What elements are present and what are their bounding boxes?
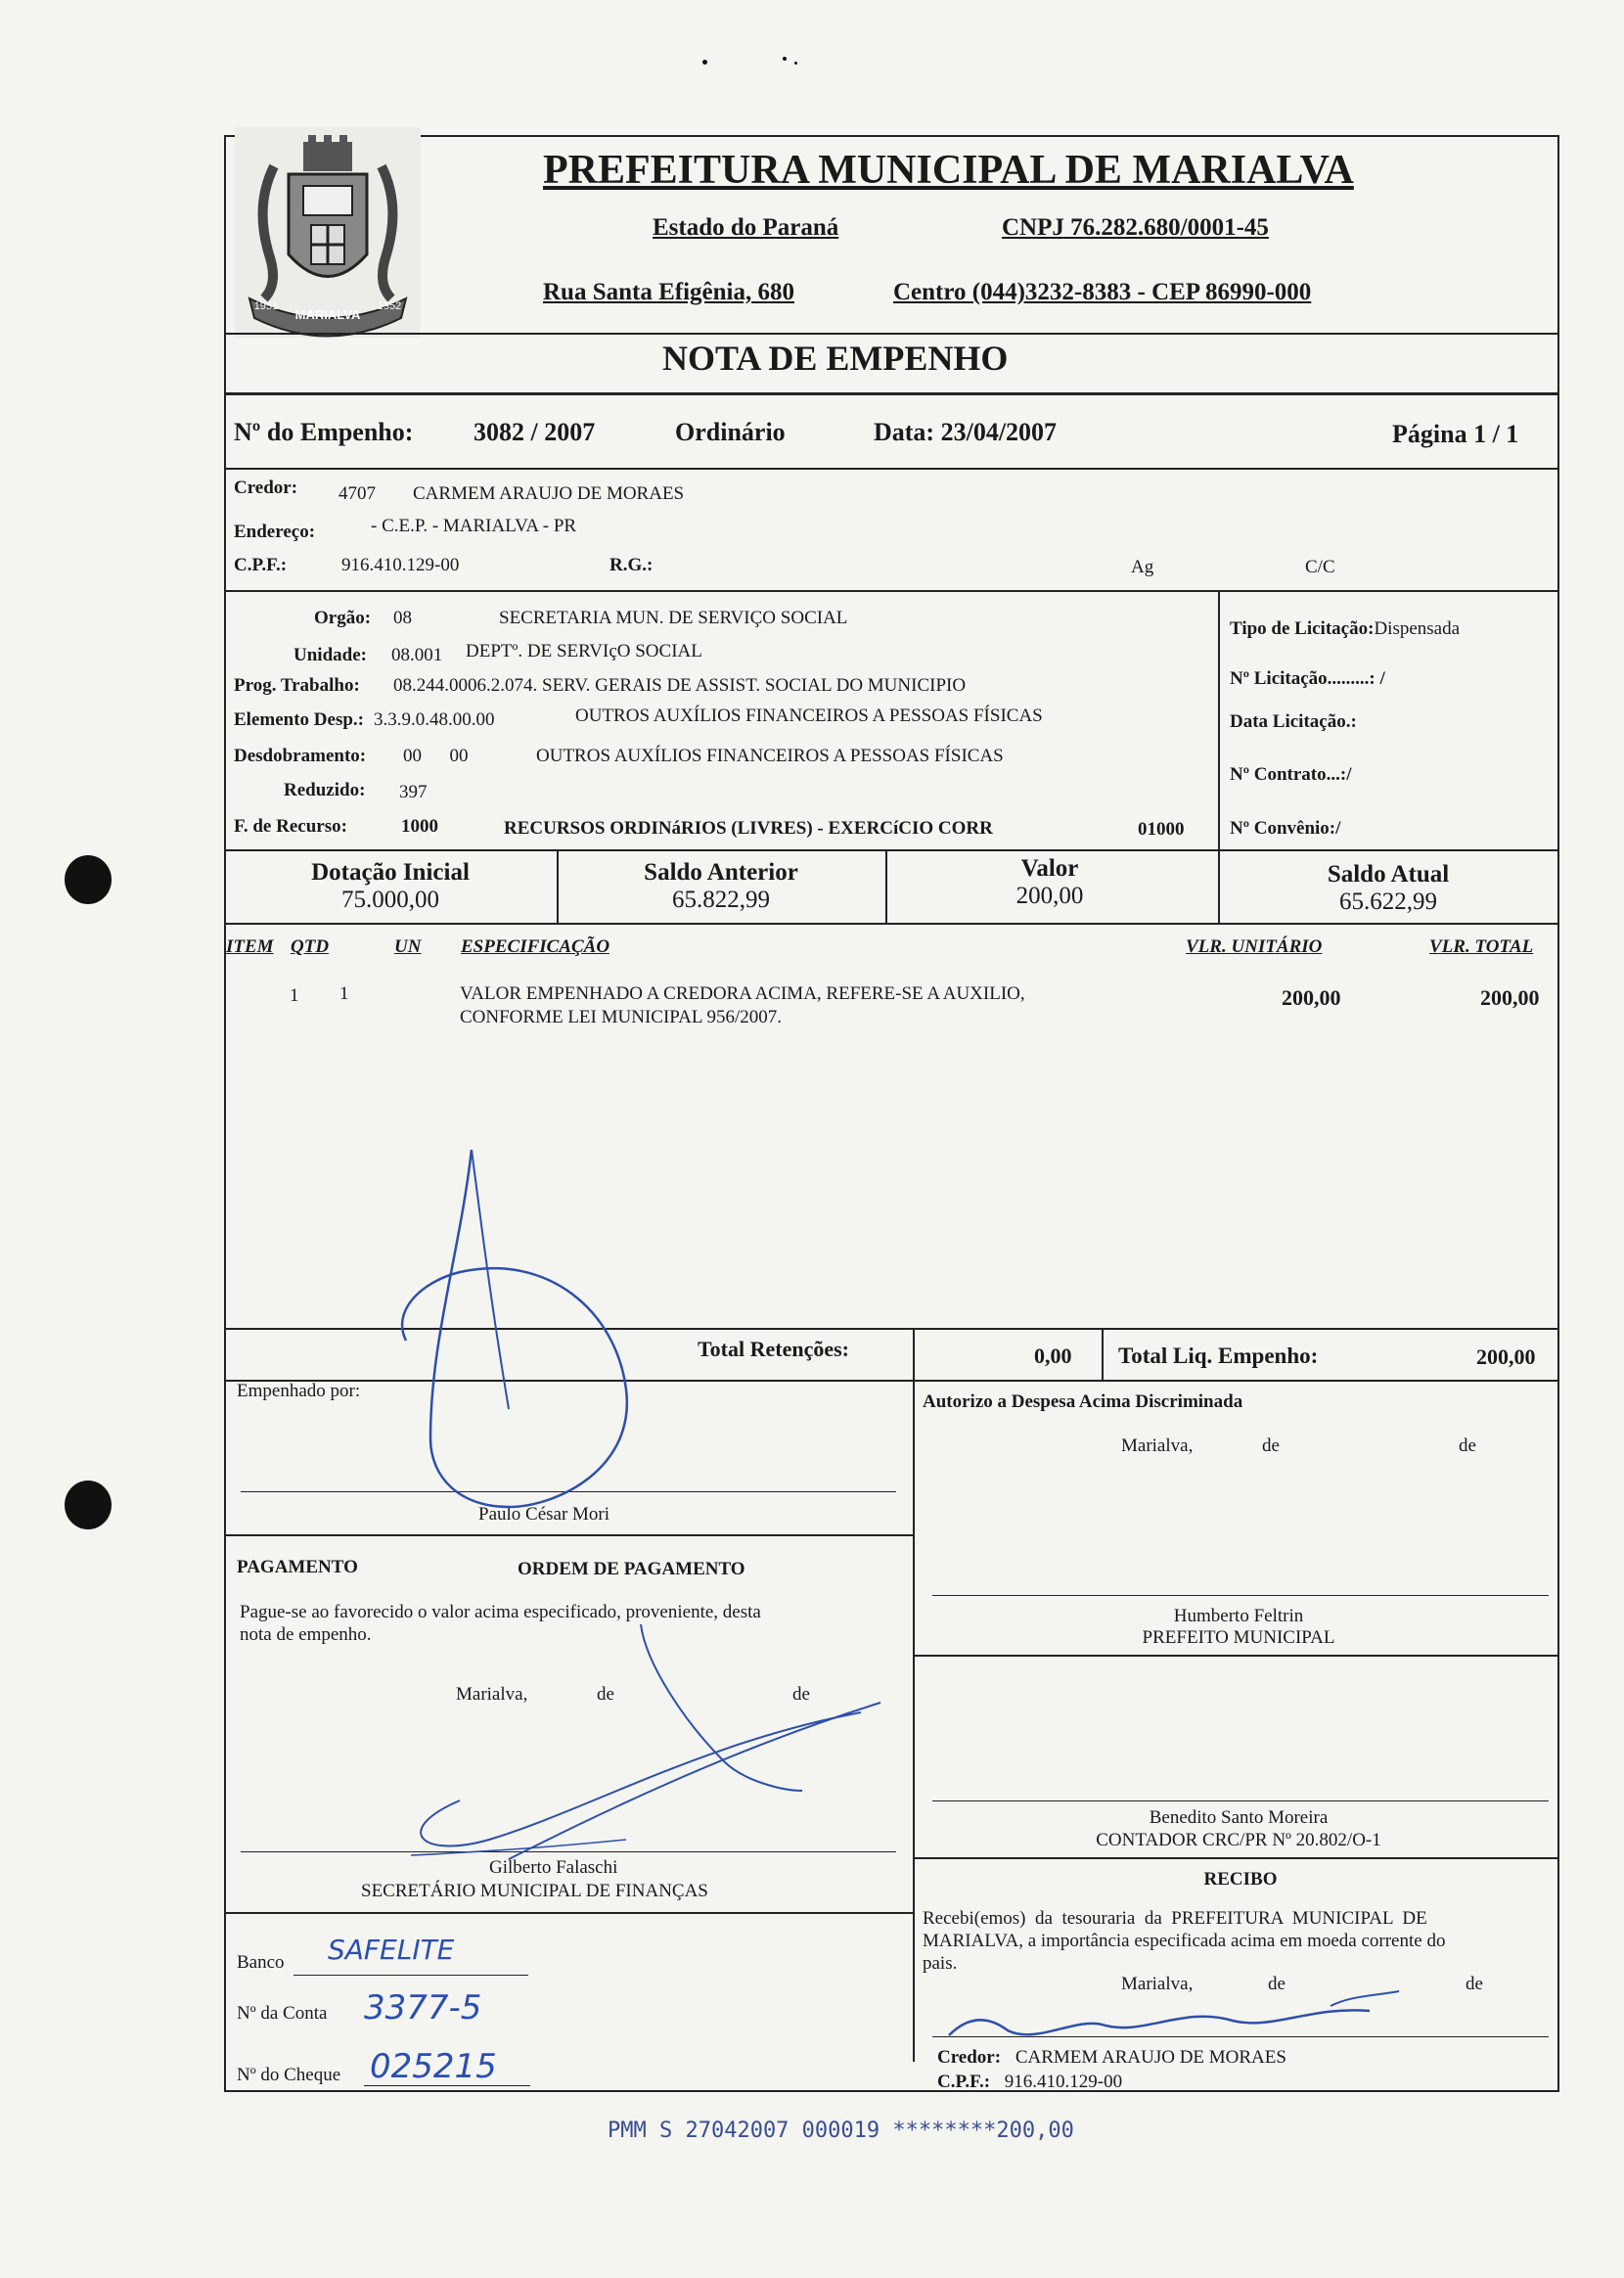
autorizo-label: Autorizo a Despesa Acima Discriminada — [923, 1391, 1243, 1412]
saldo-atual-label: Saldo Atual — [1327, 861, 1450, 888]
recibo-cpf-value: 916.410.129-00 — [1004, 2072, 1123, 2092]
n-contrato: Nº Contrato...:/ — [1230, 764, 1352, 785]
pagamento-text2: nota de empenho. — [240, 1624, 372, 1645]
recibo-text1: Recebi(emos) da tesouraria da PREFEITURA MUNICIPAL DE — [923, 1908, 1427, 1929]
pagamento-label: PAGAMENTO — [237, 1557, 358, 1577]
total-retencoes-label: Total Retenções: — [698, 1337, 849, 1361]
valor-label: Valor — [1020, 855, 1079, 882]
elemento-code: 3.3.9.0.48.00.00 — [374, 709, 495, 730]
elemento-label: Elemento Desp.: — [234, 709, 364, 730]
row-unit: 200,00 — [1282, 985, 1341, 1010]
row-item: 1 — [290, 985, 299, 1006]
desdobramento-name: OUTROS AUXÍLIOS FINANCEIROS A PESSOAS FÍSICAS — [536, 746, 1004, 766]
autorizo-city: Marialva, — [1121, 1435, 1194, 1456]
seal-text: MARIALVA — [294, 307, 361, 322]
row-spec-line1: VALOR EMPENHADO A CREDORA ACIMA, REFERE-SE A AUXILIO, — [460, 983, 1025, 1004]
recurso-label: F. de Recurso: — [234, 816, 347, 837]
ordem-pagamento: ORDEM DE PAGAMENTO — [518, 1559, 745, 1579]
contador-title: CONTADOR CRC/PR Nº 20.802/O-1 — [1096, 1830, 1381, 1850]
pagamento-de1: de — [597, 1684, 614, 1705]
dotacao-value: 75.000,00 — [341, 887, 439, 913]
empenhado-name: Paulo César Mori — [478, 1504, 610, 1525]
autorizo-de2: de — [1459, 1435, 1476, 1456]
saldo-atual-value: 65.622,99 — [1339, 888, 1437, 915]
reduzido-value: 397 — [399, 782, 428, 802]
cc-label: C/C — [1305, 557, 1335, 577]
cheque-handwritten: 025215 — [370, 2047, 497, 2086]
orgao-name: SECRETARIA MUN. DE SERVIÇO SOCIAL — [499, 608, 848, 628]
endereco-label: Endereço: — [234, 522, 316, 542]
reduzido-label: Reduzido: — [284, 780, 366, 800]
recurso-num: 01000 — [1138, 819, 1185, 840]
recibo-de1: de — [1268, 1974, 1286, 1994]
header-cnpj: CNPJ 76.282.680/0001-45 — [1002, 214, 1269, 241]
banco-label: Banco — [237, 1952, 285, 1973]
dotacao-label: Dotação Inicial — [311, 859, 470, 886]
col-un: UN — [394, 936, 422, 957]
tipo-licitacao-label: Tipo de Licitação: — [1230, 618, 1375, 639]
desdobramento-code: 00 00 — [403, 746, 469, 766]
col-spec: ESPECIFICAÇÃO — [461, 936, 610, 957]
col-qtd: QTD — [291, 936, 330, 957]
pagamento-city: Marialva, — [456, 1684, 528, 1705]
credor-label: Credor: — [234, 478, 298, 498]
rg-label: R.G.: — [609, 555, 654, 575]
col-unit: VLR. UNITÁRIO — [1186, 936, 1323, 957]
desdobramento-label: Desdobramento: — [234, 746, 367, 766]
conta-label: Nº da Conta — [237, 2003, 328, 2024]
prog-label: Prog. Trabalho: — [234, 675, 360, 696]
credor-code: 4707 — [338, 483, 376, 504]
recibo-cpf-label: C.P.F.: — [937, 2072, 991, 2092]
saldo-anterior-label: Saldo Anterior — [644, 859, 798, 886]
data-licitacao: Data Licitação.: — [1230, 711, 1357, 732]
header-state: Estado do Paraná — [653, 214, 839, 241]
empenho-number: 3082 / 2007 — [474, 418, 596, 446]
orgao-code: 08 — [393, 608, 412, 628]
recibo-city: Marialva, — [1121, 1974, 1194, 1994]
recibo-credor-label: Credor: — [937, 2047, 1002, 2068]
secretario-title: SECRETÁRIO MUNICIPAL DE FINANÇAS — [361, 1881, 708, 1901]
recibo-label: RECIBO — [1203, 1869, 1278, 1890]
seal-year-left: 1951 — [253, 300, 279, 312]
contador-name: Benedito Santo Moreira — [1149, 1807, 1329, 1828]
elemento-name: OUTROS AUXÍLIOS FINANCEIROS A PESSOAS FÍSICAS — [575, 706, 1043, 726]
header-district-phone: Centro (044)3232-8383 - CEP 86990-000 — [893, 279, 1312, 305]
prefeito-name: Humberto Feltrin — [1173, 1606, 1304, 1626]
payment-stamp: PMM S 27042007 000019 ********200,00 — [608, 2119, 1074, 2143]
recibo-de2: de — [1466, 1974, 1483, 1994]
banco-handwritten: SAFELITE — [328, 1934, 455, 1966]
total-liq-value: 200,00 — [1476, 1344, 1536, 1369]
total-liq-label: Total Liq. Empenho: — [1118, 1344, 1319, 1368]
pagamento-de2: de — [792, 1684, 810, 1705]
row-qtd: 1 — [339, 983, 349, 1004]
total-retencoes-value: 0,00 — [1034, 1344, 1072, 1368]
unidade-code: 08.001 — [391, 645, 443, 665]
empenho-label: Nº do Empenho: — [234, 418, 414, 446]
col-total: VLR. TOTAL — [1429, 936, 1534, 957]
cheque-label: Nº do Cheque — [237, 2065, 341, 2085]
col-item: ITEM — [226, 936, 274, 957]
recurso-code: 1000 — [401, 816, 438, 837]
row-spec-line2: CONFORME LEI MUNICIPAL 956/2007. — [460, 1007, 783, 1027]
row-total: 200,00 — [1480, 985, 1540, 1010]
valor-value: 200,00 — [1015, 883, 1084, 909]
saldo-anterior-value: 65.822,99 — [672, 887, 770, 913]
recurso-name: RECURSOS ORDINáRIOS (LIVRES) - EXERCíCIO CORR — [504, 818, 993, 839]
n-licitacao: Nº Licitação.........: / — [1230, 668, 1385, 689]
ag-label: Ag — [1131, 557, 1154, 577]
recibo-text3: pais. — [923, 1953, 958, 1974]
empenho-date: Data: 23/04/2007 — [874, 418, 1058, 446]
header-title: PREFEITURA MUNICIPAL DE MARIALVA — [543, 148, 1354, 193]
doc-title: NOTA DE EMPENHO — [662, 339, 1009, 378]
endereco-value: - C.E.P. - MARIALVA - PR — [371, 516, 577, 536]
cpf-label: C.P.F.: — [234, 555, 288, 575]
tipo-licitacao-value: Dispensada — [1374, 618, 1461, 639]
recibo-credor-name: CARMEM ARAUJO DE MORAES — [1015, 2047, 1286, 2068]
unidade-label: Unidade: — [293, 645, 367, 665]
prog-value: 08.244.0006.2.074. SERV. GERAIS DE ASSIST. SOCIAL DO MUNICIPIO — [393, 675, 967, 696]
prefeito-title: PREFEITO MUNICIPAL — [1142, 1627, 1335, 1648]
empenho-page: Página 1 / 1 — [1392, 420, 1519, 448]
autorizo-de1: de — [1262, 1435, 1280, 1456]
header-address: Rua Santa Efigênia, 680 — [543, 279, 794, 305]
unidade-name: DEPTº. DE SERVIçO SOCIAL — [466, 641, 702, 661]
empenho-type: Ordinário — [675, 418, 786, 446]
cpf-value: 916.410.129-00 — [341, 555, 460, 575]
secretario-name: Gilberto Falaschi — [489, 1857, 618, 1878]
credor-name: CARMEM ARAUJO DE MORAES — [413, 483, 685, 504]
recibo-text2: MARIALVA, a importância especificada acima em moeda corrente do — [923, 1931, 1446, 1951]
conta-handwritten: 3377-5 — [364, 1988, 482, 2027]
orgao-label: Orgão: — [314, 608, 372, 628]
empenhado-por-label: Empenhado por: — [237, 1381, 361, 1401]
seal-year-right: 1952 — [377, 300, 402, 312]
n-convenio: Nº Convênio:/ — [1230, 818, 1341, 839]
pagamento-text1: Pague-se ao favorecido o valor acima especificado, proveniente, desta — [240, 1602, 761, 1622]
